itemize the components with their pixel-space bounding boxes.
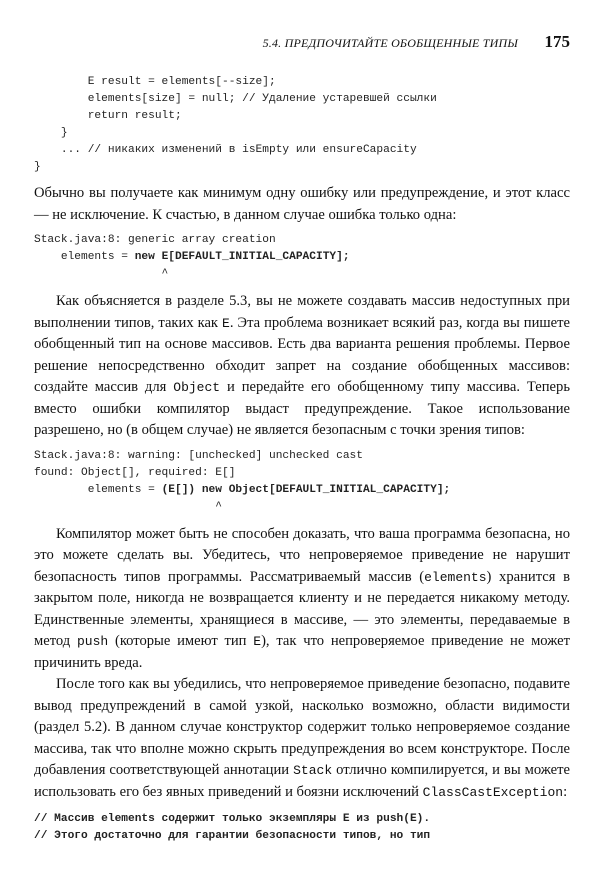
text-run: ), так что непроверяемое приведение не может причинить вреда. (34, 633, 570, 671)
text-run: ) хранится в закрытом поле, никогда не возвращается клиенту и не передается никакому методу. Единственные элементы, хранящиеся в массиве, — это элементы, передаваемые в метод (34, 568, 570, 649)
text-run: отлично компилируется, и вы можете использовать его без явных приведений и боязни исключений (34, 762, 570, 800)
text-run: (которые имеют тип (108, 633, 254, 649)
code-line: } (34, 127, 68, 139)
page-header (0, 32, 570, 56)
code-comment-listing (34, 811, 570, 845)
code-comment-line: // Массив elements содержит только экземпляры E из push(E). (34, 813, 431, 825)
paragraph-errors-intro: Обычно вы получаете как минимум одну ошибку или предупреждение, и этот класс — не исключение. К счастью, в данном случае ошибка только одна: (34, 185, 570, 223)
error-caret: ^ (34, 268, 169, 280)
code-listing-stack-pop (34, 74, 570, 176)
paragraph-unchecked-cast (34, 524, 570, 675)
text-run: Компилятор может быть не способен доказать, что ваша программа безопасна, но это можете сделать вы. Убедитесь, что непроверяемое приведение не нарушит безопасность типов программы. Рассматриваемый массив ( (34, 525, 570, 585)
compiler-warning-listing (34, 448, 570, 516)
text-run: : (563, 783, 568, 800)
inline-code: E (253, 634, 262, 649)
page-content (34, 74, 570, 845)
text-run: После того как вы убедились, что непроверяемое приведение безопасно, подавите вывод предупреждений в самой узкой, насколько возможно, области видимости (раздел 5.2). В данном случае конструктор содержит только непроверяемое создание массива, так что вполне можно скрыть предупреждения во всем конструкторе. После добавления соответствующей аннотации (34, 676, 570, 778)
page-number: 175 (544, 32, 570, 51)
error-line: Stack.java:8: generic array creation (34, 234, 276, 246)
text-run: . Эта проблема возникает всякий раз, когда вы пишете обобщенный тип на основе массивов. Есть два варианта решения проблемы. Первое решение непосредственно обходит запрет на создание обобщенных массивов: создайте массив для (34, 314, 570, 395)
inline-code: Object (173, 380, 221, 395)
text-run: Как объясняется в разделе 5.3, вы не можете создавать массив недоступных при выполнении типов, таких как (34, 293, 570, 331)
inline-code: push (76, 634, 109, 649)
code-line: return result; (34, 110, 182, 122)
warning-code-bold: (E[]) new Object[DEFAULT_INITIAL_CAPACITY]; (161, 483, 451, 496)
warning-code-prefix: elements = (34, 483, 162, 496)
code-line: ... // никаких изменений в isEmpty или ensureCapacity (34, 144, 417, 156)
inline-code: ClassCastException (422, 784, 564, 800)
paragraph-generic-arrays (34, 291, 570, 442)
inline-code: elements (424, 569, 487, 585)
code-line: } (34, 161, 41, 173)
compiler-error-listing (34, 232, 570, 283)
warning-line: Stack.java:8: warning: [unchecked] unchecked cast (34, 449, 363, 462)
text-run: и передайте его обобщенному типу массива. Теперь вместо ошибки компилятор выдаст предупреждение. Такое использование разрешено, но (в общем случае) не является безопасным с точки зрения типов: (34, 379, 570, 438)
error-code-prefix: elements = (34, 251, 135, 263)
inline-code: Stack (293, 763, 333, 778)
code-line: E result = elements[--size]; (34, 76, 276, 88)
error-code-bold: new E[DEFAULT_INITIAL_CAPACITY]; (134, 251, 350, 263)
warning-caret: ^ (34, 500, 222, 513)
code-line: elements[size] = null; // Удаление устаревшей ссылки (34, 93, 437, 105)
running-section-title: 5.4. ПРЕДПОЧИТАЙТЕ ОБОБЩЕННЫЕ ТИПЫ (262, 36, 518, 50)
warning-line: found: Object[], required: E[] (34, 466, 236, 479)
inline-code: E (222, 315, 230, 331)
code-comment-line: // Этого достаточно для гарантии безопасности типов, но тип (34, 830, 431, 842)
paragraph-suppress-warnings (34, 674, 570, 803)
